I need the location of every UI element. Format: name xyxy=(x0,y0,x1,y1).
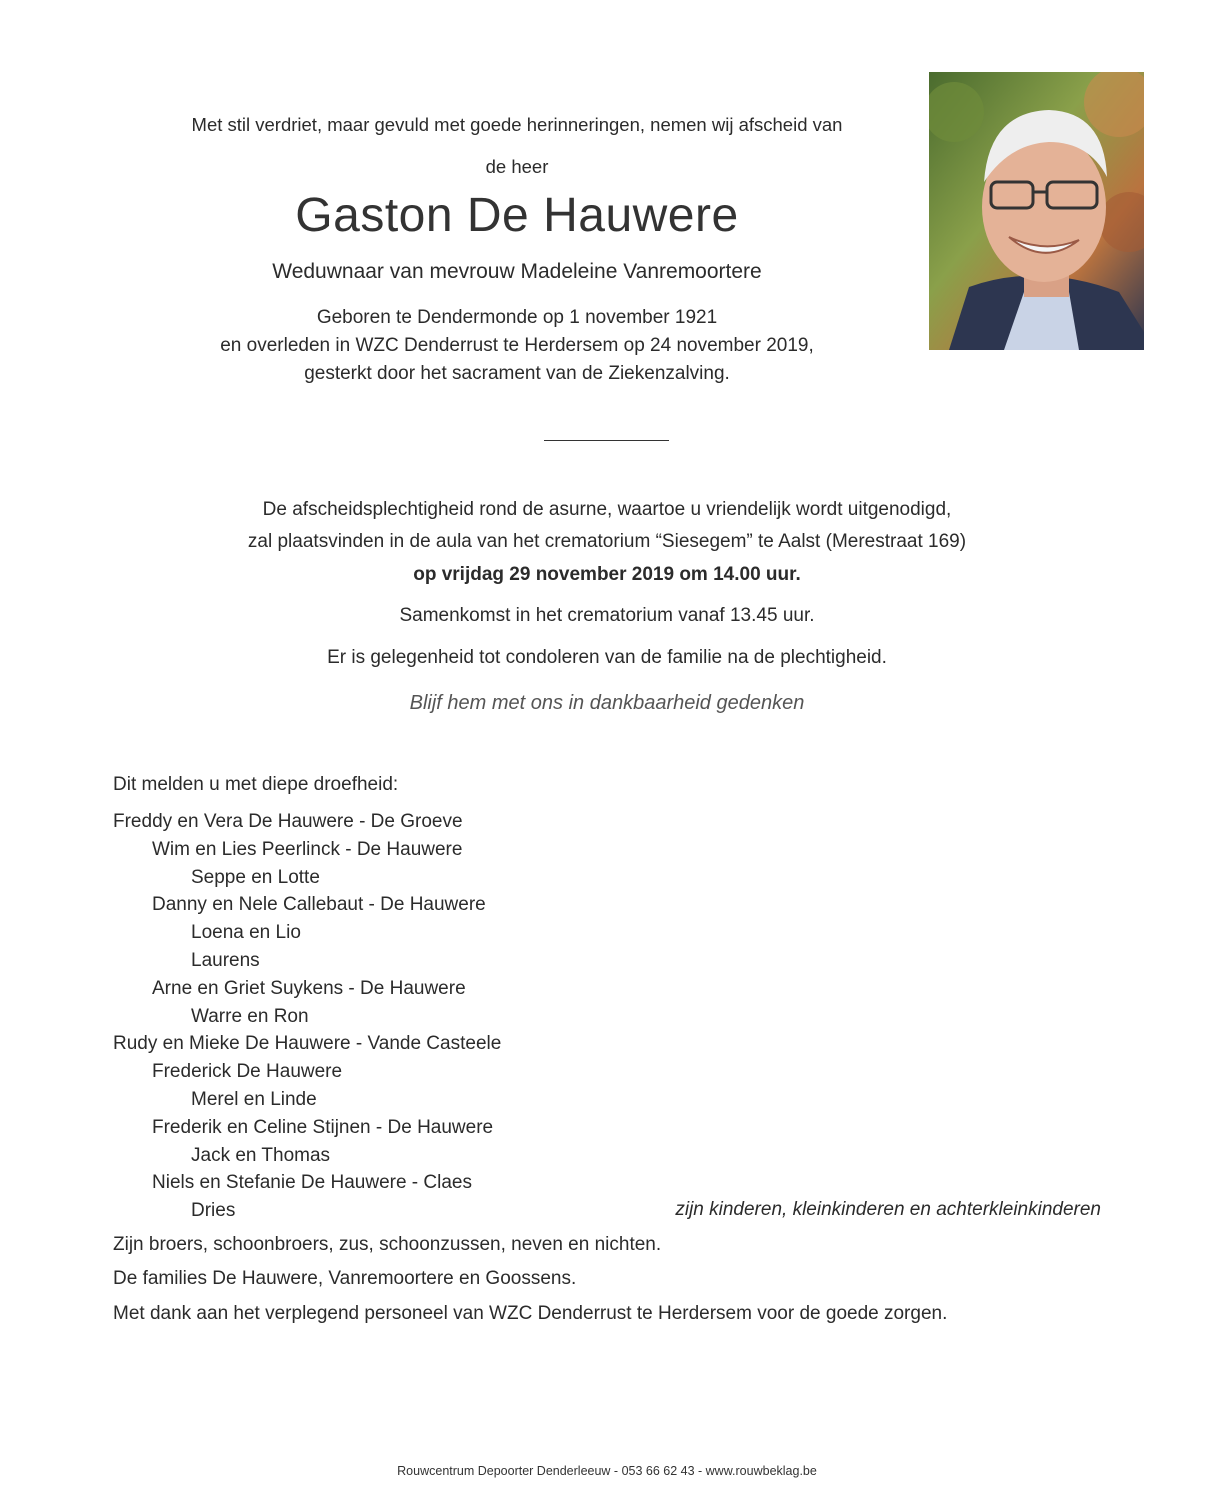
portrait-photo xyxy=(929,72,1144,350)
ceremony-line-2: zal plaatsvinden in de aula van het crematorium “Siesegem” te Aalst (Merestraat 169) xyxy=(247,531,967,552)
intro-text: Met stil verdriet, maar gevuld met goede herinneringen, nemen wij afscheid van xyxy=(191,114,843,135)
death-line: en overleden in WZC Denderrust te Herdersem op 24 november 2019, xyxy=(220,335,814,356)
bio-block xyxy=(100,304,934,388)
family-member: Wim en Lies Peerlinck - De Hauwere xyxy=(152,838,463,860)
families-line: De families De Hauwere, Vanremoortere en Goossens. xyxy=(113,1268,577,1289)
divider xyxy=(544,440,669,441)
family-member: Freddy en Vera De Hauwere - De Groeve xyxy=(113,811,463,832)
relatives-line: Zijn broers, schoonbroers, zus, schoonzussen, neven en nichten. xyxy=(113,1234,662,1255)
family-member: Frederick De Hauwere xyxy=(152,1061,343,1083)
gathering-time: Samenkomst in het crematorium vanaf 13.45 uur. xyxy=(399,605,815,626)
footer-contact: Rouwcentrum Depoorter Denderleeuw - 053 66 62 43 - www.rouwbeklag.be xyxy=(397,1464,817,1478)
condolence-info: Er is gelegenheid tot condoleren van de familie na de plechtigheid. xyxy=(327,647,887,668)
family-member: Merel en Linde xyxy=(191,1088,317,1110)
family-member: Dries xyxy=(191,1200,236,1222)
family-list xyxy=(113,808,501,1225)
mourners-heading: Dit melden u met diepe droefheid: xyxy=(113,774,399,795)
sacrament-line: gesterkt door het sacrament van de Ziekenzalving. xyxy=(304,363,730,384)
family-member: Jack en Thomas xyxy=(191,1144,331,1166)
ceremony-line-1: De afscheidsplechtigheid rond de asurne, waartoe u vriendelijk wordt uitgenodigd, xyxy=(262,499,952,520)
portrait-illustration xyxy=(929,72,1144,350)
honorific: de heer xyxy=(485,156,549,177)
deceased-name: Gaston De Hauwere xyxy=(295,189,739,242)
family-member: Niels en Stefanie De Hauwere - Claes xyxy=(152,1172,472,1194)
family-member: Warre en Ron xyxy=(191,1005,309,1027)
family-member: Laurens xyxy=(191,949,260,971)
family-note: zijn kinderen, kleinkinderen en achterkleinkinderen xyxy=(675,1199,1101,1220)
family-member: Seppe en Lotte xyxy=(191,866,320,888)
family-member: Rudy en Mieke De Hauwere - Vande Casteele xyxy=(113,1033,502,1055)
birth-line: Geboren te Dendermonde op 1 november 1921 xyxy=(316,307,718,328)
family-member: Danny en Nele Callebaut - De Hauwere xyxy=(152,894,486,916)
remembrance-quote: Blijf hem met ons in dankbaarheid gedenken xyxy=(409,692,805,714)
family-member: Loena en Lio xyxy=(191,922,301,944)
ceremony-datetime: op vrijdag 29 november 2019 om 14.00 uur. xyxy=(413,564,801,585)
widow-line: Weduwnaar van mevrouw Madeleine Vanremoortere xyxy=(272,260,762,283)
thanks-line: Met dank aan het verplegend personeel van WZC Denderrust te Herdersem voor de goede zorgen. xyxy=(113,1303,948,1324)
family-member: Arne en Griet Suykens - De Hauwere xyxy=(152,977,466,999)
family-member: Frederik en Celine Stijnen - De Hauwere xyxy=(152,1116,494,1138)
